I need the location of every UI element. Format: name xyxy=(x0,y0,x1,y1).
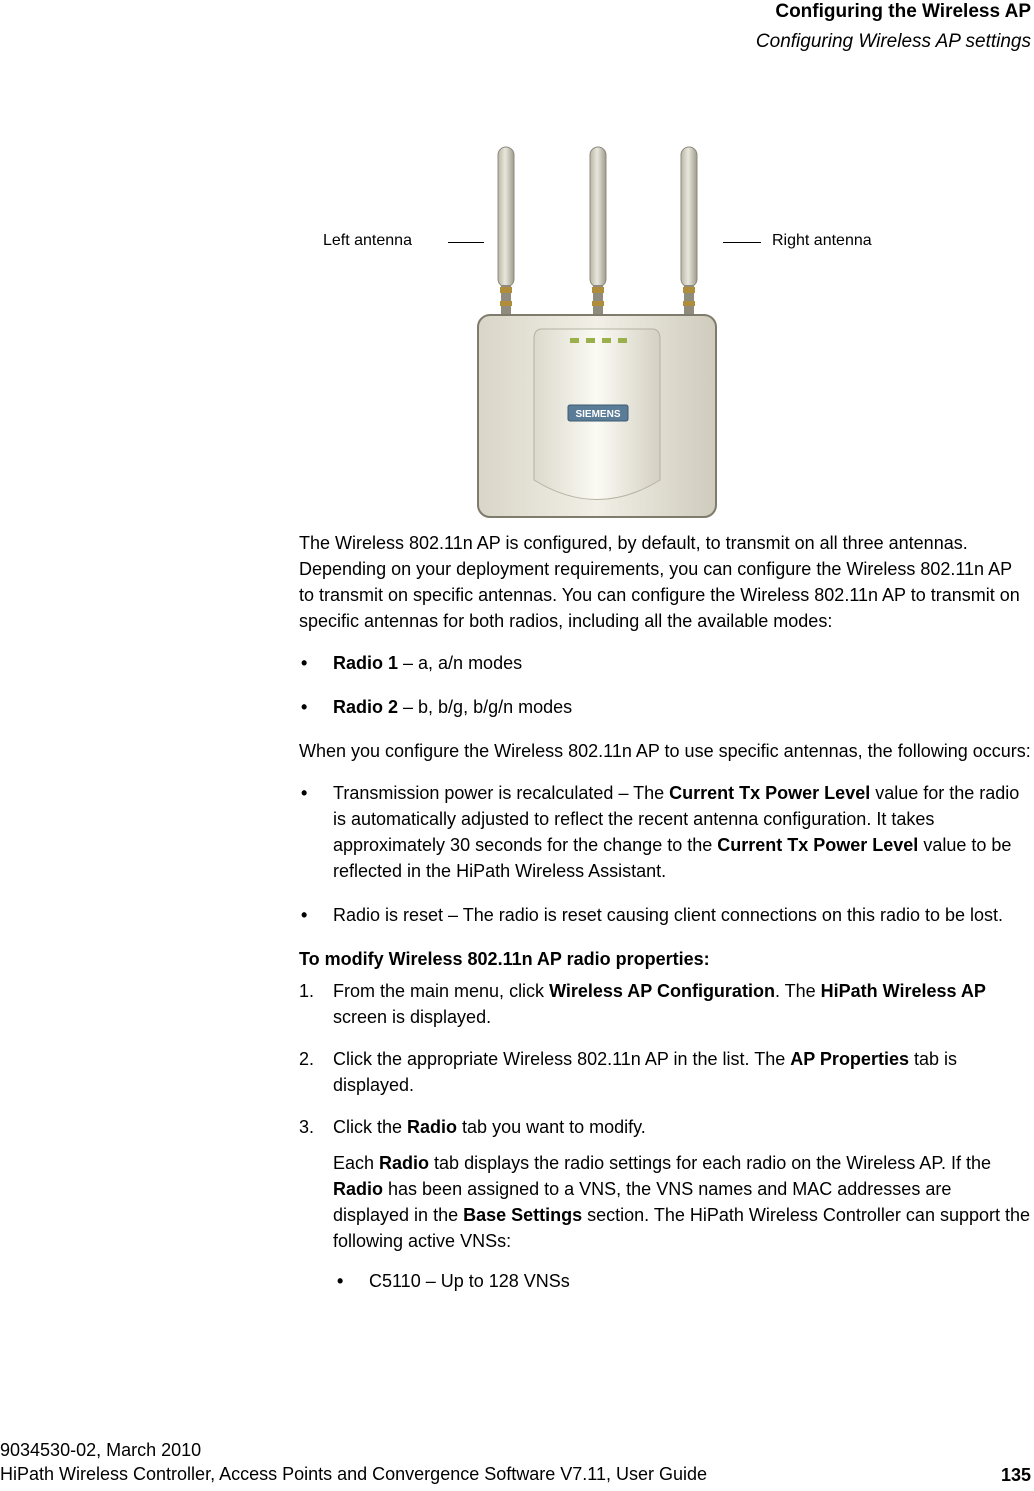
detail-text: tab displays the radio settings for each radio on the Wireless AP. If the xyxy=(429,1153,992,1173)
step-text: tab you want to modify. xyxy=(457,1117,646,1137)
detail-text: Each xyxy=(333,1153,380,1173)
radio-2-name: Radio 2 xyxy=(333,697,399,717)
vns-limit-text: C5110 – Up to 128 VNSs xyxy=(369,1271,570,1291)
bullet-glyph: • xyxy=(301,697,308,717)
right-antenna-label: Right antenna xyxy=(772,232,872,249)
footer-doc-id: 9034530-02, March 2010 xyxy=(0,1440,202,1460)
page-number: 135 xyxy=(1000,1465,1031,1485)
radio-1-modes: – a, a/n modes xyxy=(398,653,523,673)
left-antenna xyxy=(498,147,514,315)
step-number: 1. xyxy=(299,981,315,1001)
detail-text: has been assigned to a VNS, the VNS names and MAC addresses are displayed in the xyxy=(333,1179,952,1225)
left-antenna-label: Left antenna xyxy=(323,232,412,249)
detail-text: section. The HiPath Wireless Controller can support the following active VNSs: xyxy=(333,1205,1031,1251)
current-tx-power-level-term: Current Tx Power Level xyxy=(717,835,919,855)
running-header-subtitle: Configuring Wireless AP settings xyxy=(755,31,1031,52)
vns-limit-bullet xyxy=(299,1268,1031,1294)
base-settings-term: Base Settings xyxy=(463,1205,583,1225)
step-2 xyxy=(299,1046,1031,1098)
footer-guide-title: HiPath Wireless Controller, Access Points and Convergence Software V7.11, User Guide xyxy=(0,1464,708,1484)
radio-1-bullet xyxy=(299,650,1031,676)
radio-term: Radio xyxy=(379,1153,430,1173)
step-text: Click the xyxy=(333,1117,408,1137)
step-text: . The xyxy=(774,981,821,1001)
bullet-glyph: • xyxy=(337,1271,344,1291)
access-point-figure xyxy=(300,135,900,525)
running-header-title: Configuring the Wireless AP xyxy=(775,1,1031,22)
effect-power-text: value for the radio is automatically adjusted to reflect the recent antenna configuration. It takes approximately 30 seconds for the change to the xyxy=(333,783,1020,855)
middle-antenna xyxy=(590,147,606,315)
effect-power-text: value to be reflected in the HiPath Wireless Assistant. xyxy=(333,835,1012,881)
step-3-detail-paragraph xyxy=(299,1150,1031,1254)
hipath-wireless-ap-term: HiPath Wireless AP xyxy=(820,981,986,1001)
effect-power-text: Transmission power is recalculated – The xyxy=(333,783,670,803)
access-point-illustration xyxy=(300,135,900,525)
bullet-glyph: • xyxy=(301,653,308,673)
step-number: 3. xyxy=(299,1117,315,1137)
step-number: 2. xyxy=(299,1049,315,1069)
effect-reset-bullet xyxy=(299,902,1031,928)
effect-power-bullet xyxy=(299,780,1031,884)
intro-paragraph: The Wireless 802.11n AP is configured, by default, to transmit on all three antennas. Depending on your deployment requirements, you can configure the Wireless 802.11n AP to transmit on specific antennas. You can configure the Wireless 802.11n AP to transmit on specific antennas for both radios, including all the available modes: xyxy=(299,533,1020,631)
step-text: tab is displayed. xyxy=(333,1049,957,1095)
radio-term: Radio xyxy=(407,1117,458,1137)
effect-reset-text: Radio is reset – The radio is reset causing client connections on this radio to be lost. xyxy=(333,905,1004,925)
step-text: screen is displayed. xyxy=(333,1007,492,1027)
step-3 xyxy=(299,1114,1031,1140)
occurs-intro-paragraph: When you configure the Wireless 802.11n AP to use specific antennas, the following occurs: xyxy=(299,741,1031,761)
wireless-ap-configuration-term: Wireless AP Configuration xyxy=(549,981,775,1001)
page-body xyxy=(299,530,1031,1294)
step-1 xyxy=(299,978,1031,1030)
brand-logo: SIEMENS xyxy=(575,409,621,420)
radio-1-name: Radio 1 xyxy=(333,653,399,673)
procedure-title: To modify Wireless 802.11n AP radio properties: xyxy=(299,949,710,969)
radio-2-modes: – b, b/g, b/g/n modes xyxy=(398,697,573,717)
radio-term: Radio xyxy=(333,1179,384,1199)
right-antenna xyxy=(681,147,697,315)
bullet-glyph: • xyxy=(301,783,308,803)
step-text: Click the appropriate Wireless 802.11n AP in the list. The xyxy=(333,1049,791,1069)
bullet-glyph: • xyxy=(301,905,308,925)
radio-2-bullet xyxy=(299,694,1031,720)
ap-properties-term: AP Properties xyxy=(790,1049,909,1069)
current-tx-power-level-term: Current Tx Power Level xyxy=(669,783,871,803)
step-text: From the main menu, click xyxy=(333,981,550,1001)
